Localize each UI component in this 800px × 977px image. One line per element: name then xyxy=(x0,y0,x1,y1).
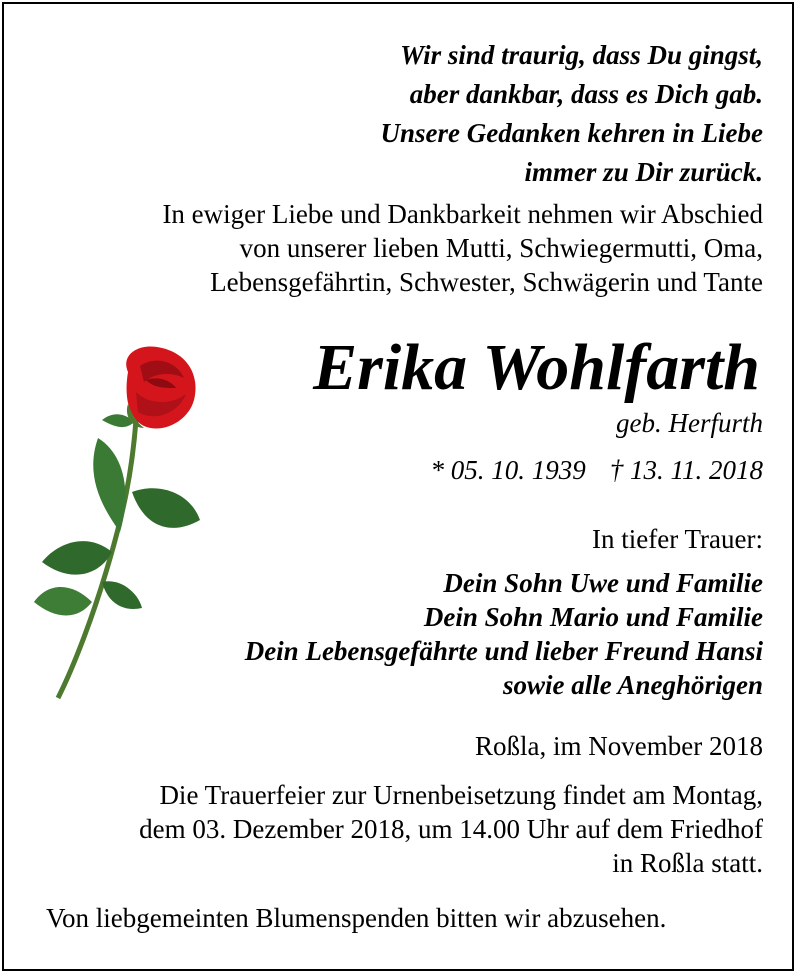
farewell-intro xyxy=(162,197,763,299)
quote-line: immer zu Dir zurück. xyxy=(524,157,763,187)
rose-leaf xyxy=(102,581,142,609)
mourner-line: sowie alle Aneghörigen xyxy=(502,670,763,700)
rose-leaf xyxy=(42,541,112,575)
mourner-line: Dein Lebensgefährte und lieber Freund Hansi xyxy=(244,636,763,666)
funeral-service-info xyxy=(139,778,763,880)
quote-line: Unsere Gedanken kehren in Liebe xyxy=(380,118,763,148)
death-date: † 13. 11. 2018 xyxy=(609,455,763,485)
birth-date: * 05. 10. 1939 xyxy=(430,455,586,485)
intro-line: von unserer lieben Mutti, Schwiegermutti, Oma, xyxy=(239,233,763,263)
intro-line: In ewiger Liebe und Dankbarkeit nehmen wir Abschied xyxy=(162,199,763,229)
rose-bloom xyxy=(126,346,195,428)
rose-leaf xyxy=(93,438,125,532)
intro-line: Lebensgefährtin, Schwester, Schwägerin und Tante xyxy=(210,267,763,297)
poem-quote xyxy=(381,36,763,192)
mourning-heading: In tiefer Trauer: xyxy=(592,524,763,554)
rose-image xyxy=(28,342,208,704)
birth-name: geb. Herfurth xyxy=(616,408,763,438)
deceased-name: Erika Wohlfarth xyxy=(313,331,760,404)
quote-line: aber dankbar, dass es Dich gab. xyxy=(409,79,763,109)
flowers-note: Von liebgemeinten Blumenspenden bitten wir abzusehen. xyxy=(46,903,667,933)
quote-line: Wir sind traurig, dass Du gingst, xyxy=(400,40,763,70)
service-line: dem 03. Dezember 2018, um 14.00 Uhr auf dem Friedhof xyxy=(139,814,763,844)
place-date: Roßla, im November 2018 xyxy=(475,731,763,761)
life-dates xyxy=(431,455,764,486)
rose-leaf xyxy=(34,587,92,616)
mourners-list xyxy=(245,566,763,702)
rose-leaf xyxy=(132,488,200,528)
service-line: Die Trauerfeier zur Urnenbeisetzung findet am Montag, xyxy=(159,780,763,810)
mourner-line: Dein Sohn Mario und Familie xyxy=(423,602,763,632)
mourner-line: Dein Sohn Uwe und Familie xyxy=(443,568,763,598)
service-line: in Roßla statt. xyxy=(612,848,763,878)
